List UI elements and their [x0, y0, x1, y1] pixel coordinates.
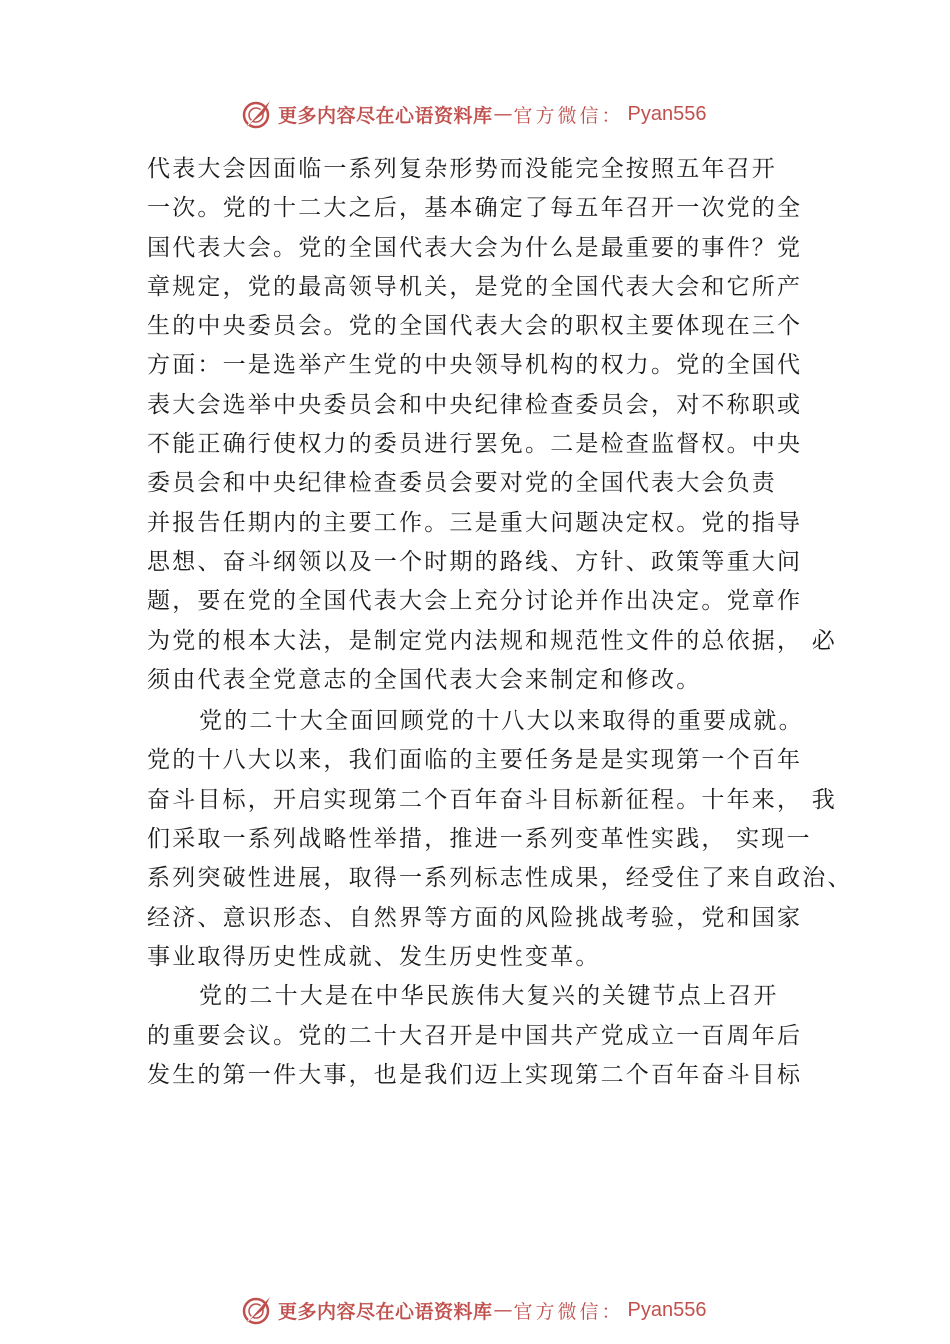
text-line: 发生的第一件大事，也是我们迈上实现第二个百年奋斗目标: [147, 1061, 803, 1088]
text-line: 经济、意识形态、自然界等方面的风险挑战考验，党和国家: [147, 904, 803, 931]
text-line: 须由代表全党意志的全国代表大会来制定和修改。: [147, 666, 702, 693]
paragraph-first-line: 党的二十大是在中华民族伟大复兴的关键节点上召开: [199, 983, 779, 1010]
text-line: 不能正确行使权力的委员进行罢免。二是检查监督权。中央: [147, 431, 803, 458]
document-body: [147, 150, 853, 1095]
text-line: 生的中央委员会。党的全国代表大会的职权主要体现在三个: [147, 313, 803, 340]
text-line: 事业取得历史性成就、发生历史性变革。: [147, 943, 601, 970]
text-line: 党的十八大以来，我们面临的主要任务是是实现第一个百年: [147, 747, 803, 774]
header-watermark: [240, 96, 707, 132]
text-line: 表大会选举中央委员会和中央纪律检查委员会，对不称职或: [147, 391, 803, 418]
watermark-dash: —: [493, 103, 513, 125]
watermark-site-text: 更多内容尽在心语资料库: [278, 1300, 493, 1323]
text-line: 为党的根本大法，是制定党内法规和规范性文件的总依据， 必: [147, 627, 837, 654]
text-line: 题，要在党的全国代表大会上充分讨论并作出决定。党章作: [147, 588, 803, 615]
footer-watermark: [240, 1292, 707, 1328]
watermark-wechat-id: Pyan556: [627, 1298, 707, 1321]
text-line: 们采取一系列战略性举措，推进一系列变革性实践， 实现一: [147, 826, 812, 853]
watermark-dash: —: [493, 1299, 513, 1321]
text-line: 国代表大会。党的全国代表大会为什么是最重要的事件？党: [147, 234, 803, 261]
paragraph-first-line: 党的二十大全面回顾党的十八大以来取得的重要成就。: [199, 708, 804, 735]
text-line: 的重要会议。党的二十大召开是中国共产党成立一百周年后: [147, 1022, 803, 1049]
quill-logo-icon: [240, 97, 274, 131]
text-line: 奋斗目标，开启实现第二个百年奋斗目标新征程。十年来， 我: [147, 786, 837, 813]
watermark-wechat-label: 官方微信：: [513, 104, 624, 127]
watermark-wechat-label: 官方微信：: [513, 1300, 624, 1323]
watermark-wechat-id: Pyan556: [627, 102, 707, 125]
quill-logo-icon: [240, 1293, 274, 1327]
text-line: 方面：一是选举产生党的中央领导机构的权力。党的全国代: [147, 352, 803, 379]
text-line: 委员会和中央纪律检查委员会要对党的全国代表大会负责: [147, 470, 777, 497]
text-line: 系列突破性进展，取得一系列标志性成果，经受住了来自政治、: [147, 865, 853, 892]
text-line: 代表大会因面临一系列复杂形势而没能完全按照五年召开: [147, 156, 777, 182]
text-line: 并报告任期内的主要工作。三是重大问题决定权。党的指导: [147, 509, 803, 536]
watermark-site-text: 更多内容尽在心语资料库: [278, 104, 493, 127]
text-line: 一次。党的十二大之后，基本确定了每五年召开一次党的全: [147, 195, 803, 222]
text-line: 章规定，党的最高领导机关，是党的全国代表大会和它所产: [147, 273, 803, 300]
text-line: 思想、奋斗纲领以及一个时期的路线、方针、政策等重大问: [147, 548, 803, 575]
